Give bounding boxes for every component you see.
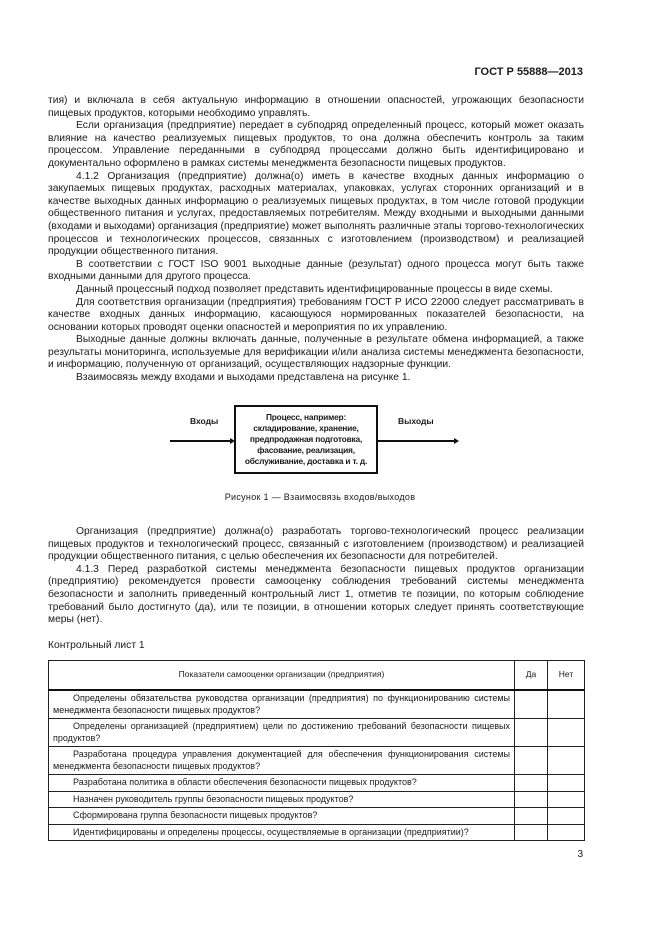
input-arrow — [170, 440, 232, 442]
no-cell[interactable] — [548, 747, 585, 775]
column-header-no: Нет — [548, 661, 585, 691]
checklist-question: Разработана политика в области обеспечения безопасности пищевых продуктов? — [49, 775, 515, 792]
no-cell[interactable] — [548, 808, 585, 825]
checklist-question: Определены организацией (предприятием) цели по достижению требований безопасности пищевых продуктов? — [49, 719, 515, 747]
yes-cell[interactable] — [515, 808, 548, 825]
paragraph: Если организация (предприятие) передает в субподряд определенный процесс, который может оказать влияние на качество реализуемых пищевых продуктов, то она должна обеспечить контроль за таким процессом. Управление переданными в субподряд процессами должно быть идентифицировано и документально оформлено в рамках системы менеджмента безопасности пищевых продуктов. — [48, 120, 584, 169]
yes-cell[interactable] — [515, 690, 548, 719]
table-row — [49, 808, 585, 825]
output-arrow — [378, 440, 456, 442]
paragraph: В соответствии с ГОСТ ISO 9001 выходные данные (результат) одного процесса могут быть также входными данными для другого процесса. — [48, 258, 584, 283]
paragraph: Взаимосвязь между входами и выходами представлена на рисунке 1. — [76, 372, 411, 384]
body-text-lower — [48, 526, 584, 627]
checklist-question: Сформирована группа безопасности пищевых продуктов? — [49, 808, 515, 825]
no-cell[interactable] — [548, 719, 585, 747]
yes-cell[interactable] — [515, 824, 548, 841]
paragraph: Данный процессный подход позволяет представить идентифицированные процессы в виде схемы. — [76, 283, 553, 295]
no-cell[interactable] — [548, 775, 585, 792]
checklist-table — [48, 660, 585, 841]
yes-cell[interactable] — [515, 747, 548, 775]
table-row — [49, 690, 585, 719]
table-row — [49, 719, 585, 747]
paragraph: Выходные данные должны включать данные, полученные в результате обмена информацией, а также результаты мониторинга, используемые для верификации и/или анализа системы менеджмента безопасности, и информацию, полученную от организаций, осуществляющих надзорные функции. — [48, 334, 584, 371]
paragraph: тия) и включала в себя актуальную информацию в отношении опасностей, угрожающих безопасности пищевых продуктов, которыми необходимо управлять. — [48, 95, 584, 119]
checklist-title: Контрольный лист 1 — [48, 640, 145, 651]
paragraph: Для соответствия организации (предприятия) требованиям ГОСТ Р ИСО 22000 следует рассматривать в качестве входных данных информацию, касающуюся нормированных показателей безопасности, на основании которых проводят оценки опасностей и мероприятия по их управлению. — [48, 296, 584, 333]
column-header-yes: Да — [515, 661, 548, 691]
paragraph: 4.1.2 Организация (предприятие) должна(о) иметь в качестве входных данных информацию о закупаемых пищевых продуктах, расходных материалах, упаковках, услугах сторонних организаций и в качестве выходных данных информацию о реализуемых пищевых продуктах, в том числе готовой продукции общественного питания и услугах, предоставляемых потребителям. Между входными и выходными данными (входами и выходами) организация (предприятие) может выполнять различные этапы торгово-технологических процессов и технологических процессов, связанных с изготовлением (производством) и реализацией продукции общественного питания. — [48, 170, 584, 258]
yes-cell[interactable] — [515, 791, 548, 808]
checklist-question: Назначен руководитель группы безопасности пищевых продуктов? — [49, 791, 515, 808]
no-cell[interactable] — [548, 824, 585, 841]
checklist-question: Разработана процедура управления документацией для обеспечения функционирования системы менеджмента безопасности пищевых продуктов? — [49, 747, 515, 775]
figure-caption: Рисунок 1 — Взаимосвязь входов/выходов — [224, 492, 416, 502]
table-row — [49, 775, 585, 792]
checklist-question: Определены обязательства руководства организации (предприятия) по функционированию системы менеджмента безопасности пищевых продуктов? — [49, 690, 515, 719]
table-header-row — [49, 661, 585, 691]
table-row — [49, 824, 585, 841]
page-number: 3 — [577, 849, 583, 860]
paragraph: Организация (предприятие) должна(о) разработать торгово-технологический процесс реализации пищевых продуктов и технологический процесс, связанный с изготовлением (производством) и реализацией продукции общественного питания, с целью обеспечения их безопасности для потребителей. — [48, 526, 584, 563]
paragraph: 4.1.3 Перед разработкой системы менеджмента безопасности пищевых продуктов организации (предприятию) рекомендуется провести самооценку соблюдения требований системы менеджмента безопасности и заполнить приведенный контрольный лист 1, отметив те позиции, по которым соблюдение требований было достигнуто (да), или те позиции, в отношении которых следует принять соответствующие меры (нет). — [48, 563, 584, 626]
inputs-label: Входы — [190, 416, 219, 426]
no-cell[interactable] — [548, 690, 585, 719]
table-row — [49, 791, 585, 808]
no-cell[interactable] — [548, 791, 585, 808]
checklist-question: Идентифицированы и определены процессы, осуществляемые в организации (предприятии)? — [49, 824, 515, 841]
yes-cell[interactable] — [515, 775, 548, 792]
yes-cell[interactable] — [515, 719, 548, 747]
outputs-label: Выходы — [398, 416, 434, 426]
table-row — [49, 747, 585, 775]
column-header: Показатели самооценки организации (предприятия) — [49, 661, 515, 691]
process-box: Процесс, например: складирование, хранение, предпродажная подготовка, фасование, реализация, обслуживание, доставка и т. д. — [234, 405, 378, 474]
body-text-upper — [48, 95, 584, 385]
io-diagram — [170, 395, 470, 490]
document-header: ГОСТ Р 55888—2013 — [474, 66, 583, 78]
